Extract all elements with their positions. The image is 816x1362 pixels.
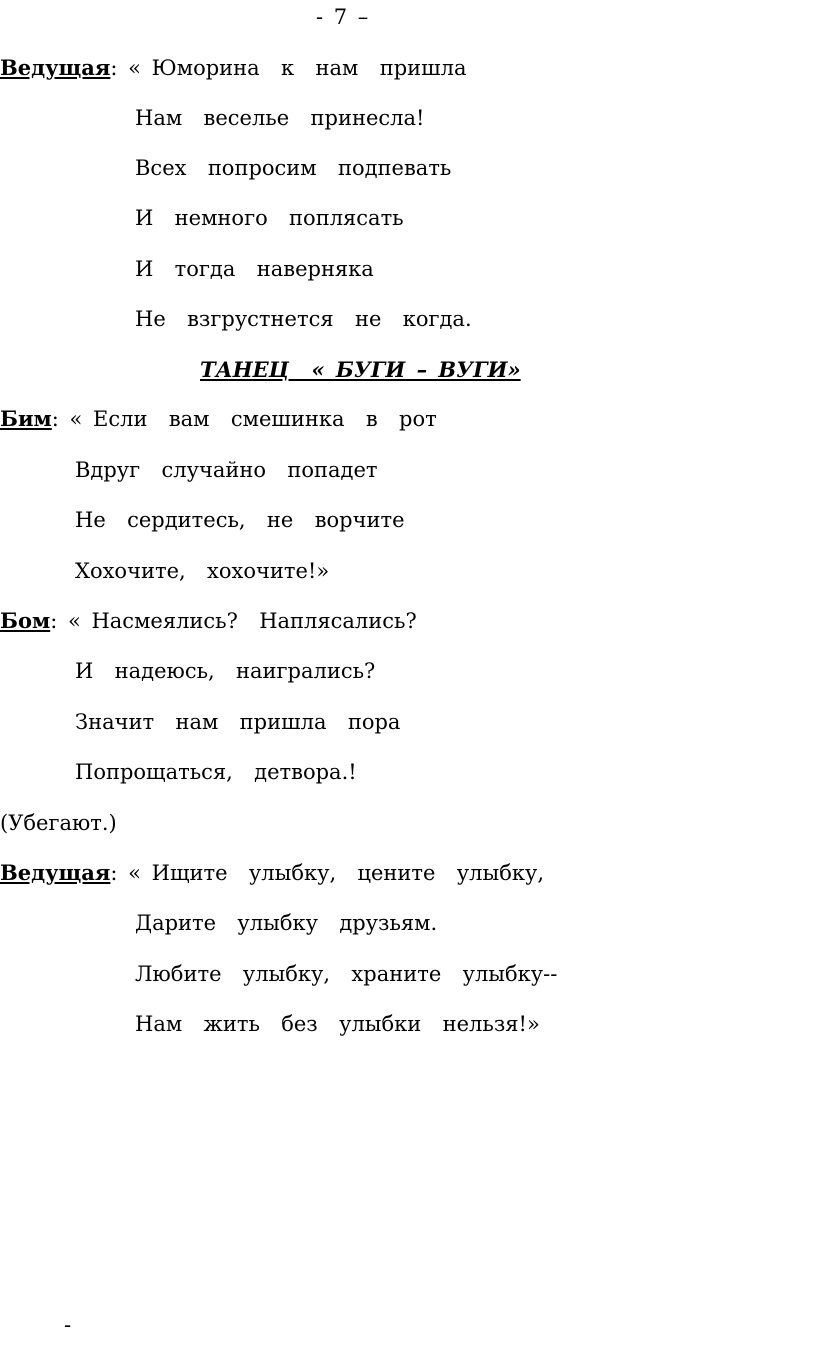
speaker-name: Ведущая (0, 55, 111, 80)
verse-line: Вдруг случайно попадет (75, 458, 378, 482)
verse-line: Любите улыбку, храните улыбку-- (135, 962, 558, 986)
speaker-line-bom (0, 608, 417, 634)
verse-line: : « Если вам смешинка в рот (51, 407, 437, 431)
verse-line: И немного поплясать (135, 206, 404, 230)
speaker-line-bim (0, 406, 437, 432)
verse-line: Попрощаться, детвора.! (75, 760, 357, 784)
verse-line: Всех попросим подпевать (135, 156, 452, 180)
dance-title: ТАНЕЦ « БУГИ – ВУГИ» (200, 357, 521, 382)
verse-line: Дарите улыбку друзьям. (135, 911, 438, 935)
page-number: - 7 – (316, 5, 369, 29)
verse-line: : « Насмеялись? Наплясались? (50, 609, 417, 633)
verse-line: Хохочите, хохочите!» (75, 559, 330, 583)
speaker-line-vedushchaya-final (0, 860, 544, 886)
footer-mark: - (64, 1313, 72, 1337)
speaker-name: Бим (0, 406, 52, 431)
verse-line: Значит нам пришла пора (75, 710, 401, 734)
verse-line: И тогда наверняка (135, 257, 374, 281)
speaker-name: Бом (0, 608, 51, 633)
speaker-name: Ведущая (0, 860, 111, 885)
verse-line: Не сердитесь, не ворчите (75, 508, 405, 532)
stage-direction: (Убегают.) (0, 811, 117, 835)
verse-line: Нам жить без улыбки нельзя!» (135, 1012, 540, 1036)
verse-line: И надеюсь, наигрались? (75, 659, 376, 683)
verse-line: : « Ищите улыбку, цените улыбку, (110, 861, 545, 885)
speaker-line-vedushchaya (0, 55, 467, 81)
verse-line: Нам веселье принесла! (135, 106, 425, 130)
verse-line: Не взгрустнется не когда. (135, 307, 472, 331)
verse-line: : « Юморина к нам пришла (110, 56, 467, 80)
